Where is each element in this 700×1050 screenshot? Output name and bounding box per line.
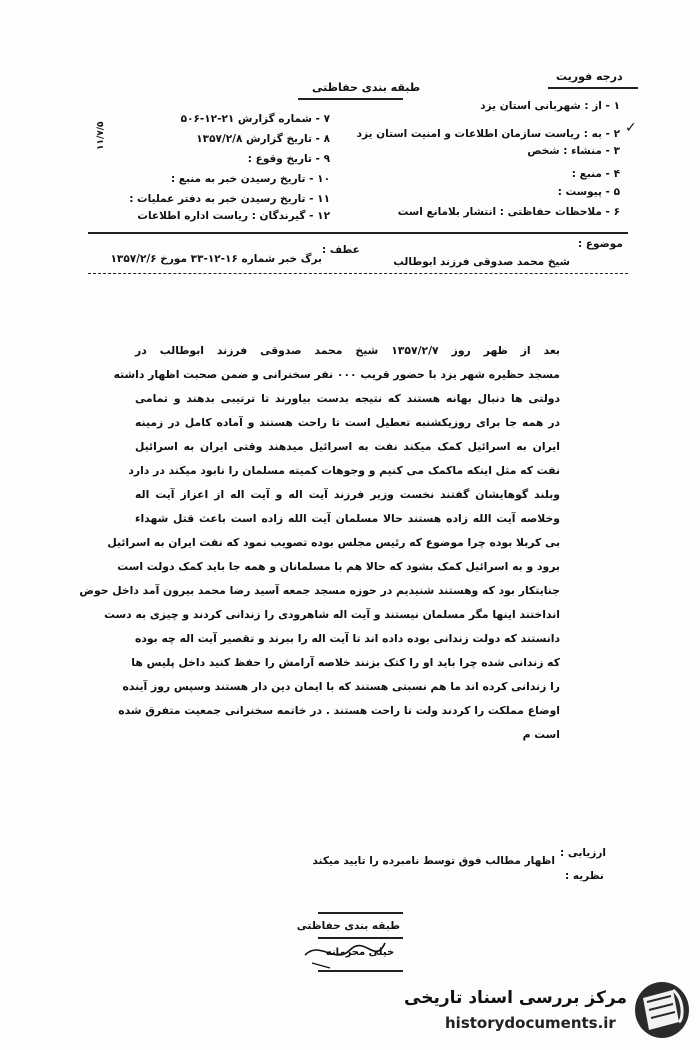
subject-text: شیخ محمد صدوقی فرزند ابوطالب: [393, 256, 570, 268]
side-note: ۱۱/۷/۵: [96, 121, 106, 150]
view-label: نظریه :: [565, 870, 604, 882]
body-line-10: برود و به اسرائیل کمک بشود که حالا هم با مسلمانان و همه جا باید کمک دولت است: [117, 560, 560, 573]
stamp-bottom-line: [318, 970, 403, 972]
subject-label: موضوع :: [578, 238, 623, 250]
stamp-value: خیلی محرمانه: [325, 947, 395, 958]
body-line-9: بی کربلا بوده چرا موضوع که رئیس مجلس بوده تصویب نمود که نفت ایران به اسرائیل: [107, 536, 560, 549]
report-number: ۷ - شماره گزارش ۲۱-۱۲-۵۰۶: [180, 113, 330, 125]
body-line-4: در همه جا برای روزیکشنبه تعطیل است تا راحت هستند و آماده کامل در زمینه: [135, 416, 560, 429]
news-to-source-date: ۱۰ - تاریخ رسیدن خبر به منبع :: [170, 173, 330, 185]
body-line-17: است م: [522, 728, 560, 741]
archive-logo-icon: [633, 980, 691, 1040]
stamp-title: طبقه بندی حفاظتی: [296, 920, 400, 932]
body-line-13: دانستند که دولت زندانی بوده داده اند تا آیت اله را ببرند و تقصیر آیت اله چه بوده: [135, 632, 560, 645]
occurrence-date: ۹ - تاریخ وقوع :: [247, 153, 330, 165]
classification-label: طبقه بندی حفاظتی: [312, 81, 421, 94]
to-field: ۲ - به : ریاست سازمان اطلاعات و امنیت استان یزد: [356, 128, 620, 140]
news-to-ops-date: ۱۱ - تاریخ رسیدن خبر به دفتر عملیات :: [129, 193, 330, 205]
body-line-2: مسجد حظیره شهر یزد با حضور قریب ۰۰۰ نفر سخنرانی و ضمن صحبت اظهار داشته: [113, 368, 560, 381]
body-line-1: بعد از ظهر روز ۱۳۵۷/۲/۷ شیخ محمد صدوقی فرزند ابوطالب در: [135, 344, 560, 357]
watermark-title: مرکز بررسی اسناد تاریخی: [404, 988, 627, 1008]
body-line-11: جنایتکار بود که وهستند شنیدیم در حوزه مسجد جمعه آسید رضا محمد بیرون آمد داخل حوض: [79, 584, 560, 597]
urgency-underline: [548, 87, 638, 89]
reference-label: عطف :: [322, 244, 360, 256]
body-line-15: را زندانی کرده اند ما هم نسبتی هستند که با ایمان دین دار هستند وسپس روز آینده: [122, 680, 560, 693]
margin-check-mark: ✓: [625, 120, 637, 136]
subject-divider: [88, 273, 628, 274]
body-line-16: اوضاع مملکت را کردند ولت نا راحت هستند . در خاتمه سخنرانی جمعیت متفرق شده: [118, 704, 560, 717]
body-line-7: وبلند گوهایشان گفتند نخست وزیر فرزند آیت اله و آیت اله از اعزاز آیت اله: [135, 488, 560, 501]
report-date: ۸ - تاریخ گزارش ۱۳۵۷/۲/۸: [196, 133, 330, 145]
body-line-12: انداختند اینها مگر مسلمان نیستند و آیت اله شاهرودی را زندانی کردند و چیزی به دست: [104, 608, 560, 621]
body-line-8: وخلاصه آیت الله زاده هستند حالا مسلمان آیت الله زاده است باعث قتل شهداء: [135, 512, 560, 525]
body-line-6: نفت که مثل اینکه ماکمک می کنیم و وجوهات کمیته مسلمان را نابود میکند در دارد: [128, 464, 560, 477]
urgency-label: درجه فوریت: [556, 70, 623, 83]
body-line-5: ایران به اسرائیل کمک میکند نفت به اسرائیل میدهند وقتی ایران به اسرائیل: [135, 440, 560, 453]
attachment-field: ۵ - پیوست :: [557, 186, 620, 198]
source-field: ۴ - منبع :: [571, 168, 620, 180]
body-line-14: که زندانی شده چرا باید او را کتک بزنند خلاصه آرامش را حفظ کنید داخل پلیس ها: [131, 656, 560, 669]
evaluation-text: اظهار مطالب فوق توسط نامبرده را تایید میکند: [312, 855, 555, 867]
header-divider: [88, 232, 628, 234]
from-field: ۱ - از : شهربانی استان یزد: [480, 100, 620, 112]
handwritten-scribble: [300, 935, 390, 970]
stamp-top-line: [318, 912, 403, 914]
security-notes-field: ۶ - ملاحظات حفاظتی : انتشار بلامانع است: [397, 206, 620, 218]
recipients: ۱۲ - گیرندگان : ریاست اداره اطلاعات: [137, 210, 330, 222]
watermark-url: historydocuments.ir: [445, 1014, 616, 1032]
body-line-3: دولتی ها دنبال بهانه هستند که نتیجه بدست بیاورند تا ترتیبی بدهند و تمامی: [135, 392, 560, 405]
evaluation-label: ارزیابی :: [560, 847, 606, 859]
origin-field: ۳ - منشاء : شخص: [527, 145, 620, 157]
reference-text: برگ خبر شماره ۱۶-۱۲-۳۳ مورخ ۱۳۵۷/۲/۶: [110, 253, 322, 265]
